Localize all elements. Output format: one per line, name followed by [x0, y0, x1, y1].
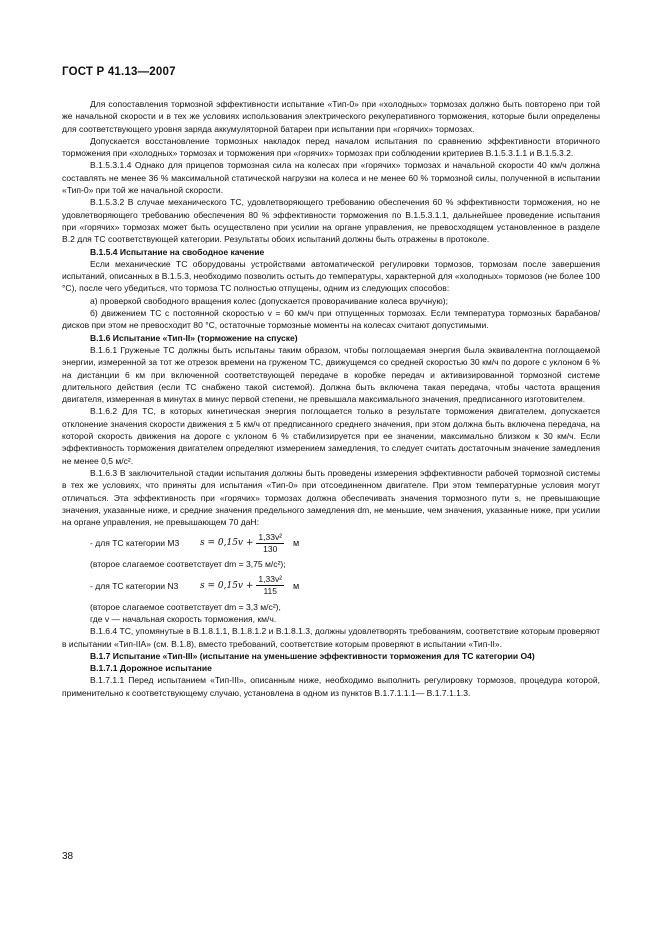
section-heading: В.1.7.1 Дорожное испытание	[90, 663, 212, 674]
page-number: 38	[62, 851, 74, 862]
section-heading: В.1.6 Испытание «Тип-II» (торможение на спуске)	[90, 332, 298, 343]
formula-fraction	[256, 532, 284, 555]
paragraph: В.1.6.2 Для ТС, в которых кинетическая энергия поглощается только в результате торможения двигателем, допускается отклонение значения скорости движения ± 5 км/ч от предписанного среднего значения, при этом должна быть включена передача, на которой скорость движения на дороге с уклоном 6 % стабилизируется при ее значении, максимально близком к 30 км/ч. Если эффективность торможения двигателем определяют измерением замедления, то следует считать достаточным значение замедления не менее 0,5 м/с².	[62, 406, 600, 466]
formula-unit: м	[293, 538, 300, 549]
paragraph: В.1.6.1 Груженые ТС должны быть испытаны таким образом, чтобы поглощаемая энергия была эквивалентна поглощаемой энергии, измеренной за тот же отрезок времени на груженом ТС, движущемся со средней скоростью 30 км/ч по дороге с уклоном 6 % на дистанции 6 км при включенной соответствующей передаче в коробке передач и активизированной тормозной системе длительного действия (если ТС снабжено такой системой). Должна быть включена такая передача, чтобы частота вращения двигателя, измеренная в минутах в минус первой степени, не превышала максимального значения, предписанного изготовителем.	[62, 344, 600, 405]
formula-fraction	[256, 574, 284, 597]
list-item: а) проверкой свободного вращения колес (допускается проворачивание колеса вручную);	[90, 295, 448, 306]
paragraph: В.1.7.1.1 Перед испытанием «Тип-III», описанным ниже, необходимо выполнить регулировку тормозов, процедура которой, применительно к соответствующему случаю, установлена в одном из пунктов В.1.7.1.1.1— В.1.7.1.1.3.	[62, 675, 600, 698]
formula-note: (второе слагаемое соответствует dm = 3,3 м/с²),	[90, 601, 281, 612]
paragraph: Допускается восстановление тормозных накладок перед началом испытания по сравнению эффективности вторичного торможения при «холодных» тормозах и торможения при «горячих» тормозах при соблюдении критериев В.1.5.3.1.1 и В.1.5.3.2.	[62, 135, 600, 159]
section-heading: В.1.7 Испытание «Тип-III» (испытание на уменьшение эффективности торможения для ТС категории О4)	[90, 650, 535, 661]
formula-expression	[200, 574, 299, 597]
formula-label: - для ТС категории М3	[90, 538, 180, 549]
paragraph: В.1.5.3.1.4 Однако для прицепов тормозная сила на колесах при «горячих» тормозах и начальной скорости 40 км/ч должна составлять не менее 36 % максимальной статической нагрузки на колеса и не менее 60 % тормозной силы, полученной в испытании «Тип-0» при той же начальной скорости.	[62, 160, 600, 196]
formula-m3	[90, 528, 600, 558]
document-header: ГОСТ Р 41.13—2007	[62, 66, 176, 78]
formula-expression	[200, 532, 299, 555]
paragraph: В.1.6.3 В заключительной стадии испытания должны быть проведены измерения эффективности рабочей тормозной системы в тех же условиях, что приняты для испытания «Тип-0» при отсоединенном двигателе. При этом температурные условия могут отличаться. Эта эффективность при «горячих» тормозах должна обеспечивать значения тормозного пути s, не превышающие значения, указанные ниже, и средние значения предельного замедления dm, не меньшие, чем значения, указанные ниже, при усилии на органе управления, не превышающем 70 даН:	[62, 467, 600, 528]
formula-lhs: s = 0,15v +	[200, 538, 254, 549]
formula-note: (второе слагаемое соответствует dm = 3,75 м/с²);	[90, 559, 286, 570]
formula-unit: м	[293, 580, 300, 591]
paragraph: В.1.6.4 ТС, упомянутые в В.1.8.1.1, В.1.8.1.2 и В.1.8.1.3, должны удовлетворять требованиям, соответствие которым проверяют в испытании «Тип-IIА» (см. В.1.8), вместо требований, соответствие которым проверяют в испытании «Тип-II».	[62, 626, 600, 649]
paragraph: где v — начальная скорость торможения, км/ч.	[90, 613, 277, 624]
paragraph: Если механические ТС оборудованы устройствами автоматической регулировки тормозов, тормозам после завершения испытаний, описанных в В.1.5.3, необходимо позволить остыть до температуры, характерной для «холодных» тормозов (не более 100 °С), после чего убедиться, что тормоза ТС полностью отпущены, одним из следующих способов:	[62, 258, 600, 294]
document-body	[62, 98, 600, 699]
fraction-denominator: 130	[263, 543, 278, 554]
list-item: б) движением ТС с постоянной скоростью v = 60 км/ч при отпущенных тормозах. Если температура тормозных барабанов/дисков при этом не превосходит 80 °С, остаточные тормозные моменты на колесах считают допустимыми.	[62, 308, 600, 331]
paragraph: Для сопоставления тормозной эффективности испытание «Тип-0» при «холодных» тормозах должно быть повторено при той же начальной скорости и в тех же условиях использования электрического рекуперативного торможения, которые были определены для соответствующего уровня заряда аккумуляторной батареи при испытании при «горячих» тормозах.	[62, 99, 600, 134]
paragraph: В.1.5.3.2 В случае механического ТС, удовлетворяющего требованию обеспечения 60 % эффективности торможения, но не удовлетворяющего требованию обеспечения 80 % эффективности торможения по В.1.5.3.1.1, дальнейшее проведение испытания при «горячих» тормозах может быть осуществлено при усилии на органе управления, не превосходящем установленное в разделе В.2 для ТС соответствующей категории. Результаты обоих испытаний должны быть отражены в протоколе.	[62, 197, 600, 245]
formula-n3	[90, 571, 600, 601]
formula-lhs: s = 0,15v +	[200, 580, 254, 591]
fraction-numerator: 1,33v²	[258, 574, 283, 585]
formula-label: - для ТС категории N3	[90, 580, 179, 591]
fraction-denominator: 115	[263, 586, 278, 597]
section-heading: В.1.5.4 Испытание на свободное качение	[90, 246, 265, 257]
fraction-numerator: 1,33v²	[258, 531, 283, 542]
